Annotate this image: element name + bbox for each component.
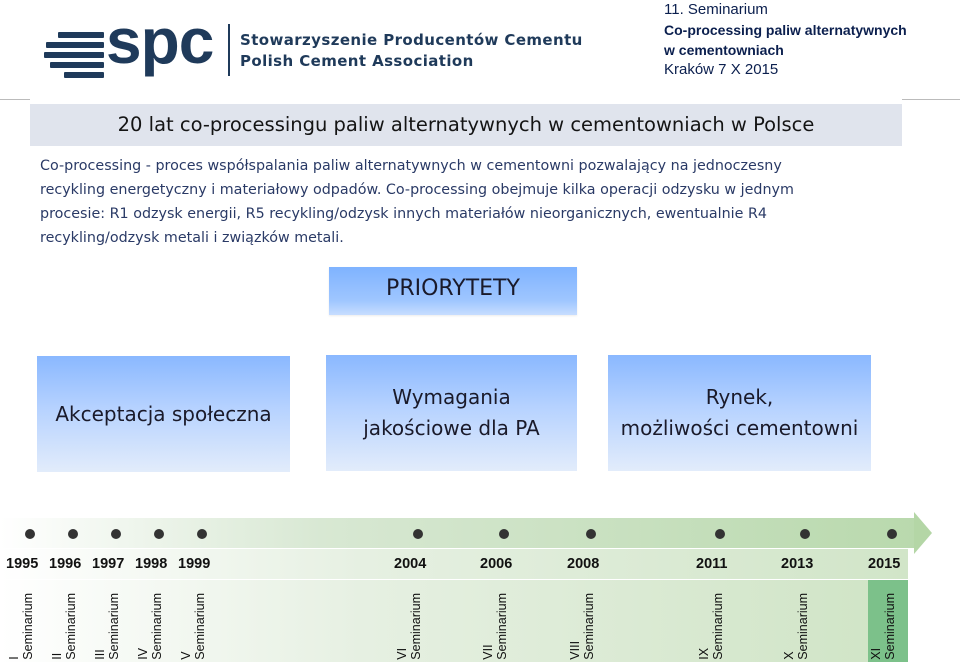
paragraph-line: recykling energetyczny i materiałowy odpadów. Co-processing obejmuje kilka operacji odzysku w jednym: [40, 182, 794, 198]
timeline-year: 2011: [696, 556, 728, 572]
definition-paragraph: [40, 154, 900, 250]
seminar-word: Seminarium: [796, 593, 810, 660]
org-name-en: Polish Cement Association: [240, 52, 474, 70]
priority-box-quality: [326, 355, 577, 471]
title-band: [30, 104, 902, 146]
seminar-word: Seminarium: [582, 593, 596, 660]
seminar-label-text: [869, 593, 897, 660]
timeline-year: 2006: [480, 556, 513, 572]
bullet-dot-icon: [197, 529, 207, 539]
header-rule-left: [0, 99, 30, 100]
priorities-label: PRIORYTETY: [386, 276, 520, 301]
seminar-number: I: [7, 656, 21, 660]
priority-box-market: [608, 355, 871, 471]
event-title-line1: Co-processing paliw alternatywnych: [664, 22, 907, 38]
paragraph-line: procesie: R1 odzysk energii, R5 recykling/odzysk innych materiałów nieorganicznych, ewentualnie R4: [40, 206, 768, 222]
timeline-year: 1997: [92, 556, 125, 572]
timeline-year: 2015: [868, 556, 901, 572]
bullet-dot-icon: [800, 529, 810, 539]
seminar-label-text: [697, 593, 725, 660]
seminar-label-text: [395, 593, 423, 660]
timeline-year: 2013: [781, 556, 814, 572]
seminar-number: V: [179, 651, 193, 660]
timeline-year: 1998: [135, 556, 168, 572]
seminar-word: Seminarium: [150, 593, 164, 660]
seminar-label: [93, 584, 127, 660]
spc-logo-mark-icon: [44, 22, 106, 80]
timeline-arrow-band: [0, 518, 916, 548]
seminar-number: X: [782, 651, 796, 660]
timeline-year: 1995: [6, 556, 39, 572]
seminar-word: Seminarium: [21, 593, 35, 660]
seminar-label: [869, 584, 903, 660]
paragraph-line: recykling/odzysk metali i związków metali.: [40, 230, 344, 246]
event-info: [664, 0, 907, 80]
seminar-number: II: [50, 653, 64, 660]
priority-box-social-label: Akceptacja społeczna: [55, 401, 272, 426]
timeline-year: 2008: [567, 556, 600, 572]
seminar-number: VI: [395, 648, 409, 660]
seminar-number: IV: [136, 648, 150, 660]
seminar-label: [179, 584, 213, 660]
seminar-label-text: [136, 593, 164, 660]
bullet-dot-icon: [154, 529, 164, 539]
priority-box-market-line1: Rynek,: [705, 385, 774, 409]
header-rule-right: [902, 99, 960, 100]
bullet-dot-icon: [499, 529, 509, 539]
seminar-number: VIII: [568, 641, 582, 660]
seminar-label-text: [568, 593, 596, 660]
seminar-label: [136, 584, 170, 660]
logo-divider: [228, 24, 230, 76]
timeline-year: 1996: [49, 556, 82, 572]
seminar-number: VII: [481, 644, 495, 660]
seminar-label-text: [50, 593, 78, 660]
seminar-label: [395, 584, 429, 660]
seminar-label: [50, 584, 84, 660]
paragraph-line: Co-processing - proces współspalania paliw alternatywnych w cementowni pozwalający na jednoczesny: [40, 158, 782, 174]
seminar-number: XI: [869, 648, 883, 660]
event-place-date: Kraków 7 X 2015: [664, 61, 779, 78]
priority-box-quality-line1: Wymagania: [392, 385, 511, 409]
priority-box-quality-line2: jakościowe dla PA: [363, 416, 540, 440]
slide-title: 20 lat co-processingu paliw alternatywnych w cementowniach w Polsce: [117, 113, 815, 136]
org-name-pl: Stowarzyszenie Producentów Cementu: [240, 31, 583, 49]
seminar-label-text: [782, 593, 810, 660]
seminar-word: Seminarium: [193, 593, 207, 660]
bullet-dot-icon: [586, 529, 596, 539]
bullet-dot-icon: [887, 529, 897, 539]
logo-wordmark: spc: [106, 5, 214, 77]
bullet-dot-icon: [715, 529, 725, 539]
priorities-header: [329, 267, 577, 315]
bullet-dot-icon: [413, 529, 423, 539]
bullet-dot-icon: [68, 529, 78, 539]
event-number: 11. Seminarium: [664, 1, 768, 18]
event-title-line2: w cementowniach: [664, 42, 784, 58]
seminar-word: Seminarium: [409, 593, 423, 660]
seminar-number: III: [93, 649, 107, 660]
seminar-word: Seminarium: [883, 593, 897, 660]
arrow-right-icon: [914, 512, 932, 554]
seminar-word: Seminarium: [64, 593, 78, 660]
seminar-word: Seminarium: [711, 593, 725, 660]
timeline-year: 1999: [178, 556, 211, 572]
priority-box-social: [37, 356, 290, 472]
seminar-label-text: [179, 593, 207, 660]
seminar-label: [782, 584, 816, 660]
seminar-label: [481, 584, 515, 660]
seminar-label: [568, 584, 602, 660]
seminar-label: [7, 584, 41, 660]
priority-box-market-line2: możliwości cementowni: [620, 416, 859, 440]
timeline-year: 2004: [394, 556, 427, 572]
seminar-label-text: [7, 593, 35, 660]
seminar-number: IX: [697, 648, 711, 660]
seminar-word: Seminarium: [107, 593, 121, 660]
seminar-label: [697, 584, 731, 660]
spc-logo: [44, 5, 583, 84]
seminar-label-text: [93, 593, 121, 660]
seminar-word: Seminarium: [495, 593, 509, 660]
bullet-dot-icon: [111, 529, 121, 539]
seminar-label-text: [481, 593, 509, 660]
bullet-dot-icon: [25, 529, 35, 539]
